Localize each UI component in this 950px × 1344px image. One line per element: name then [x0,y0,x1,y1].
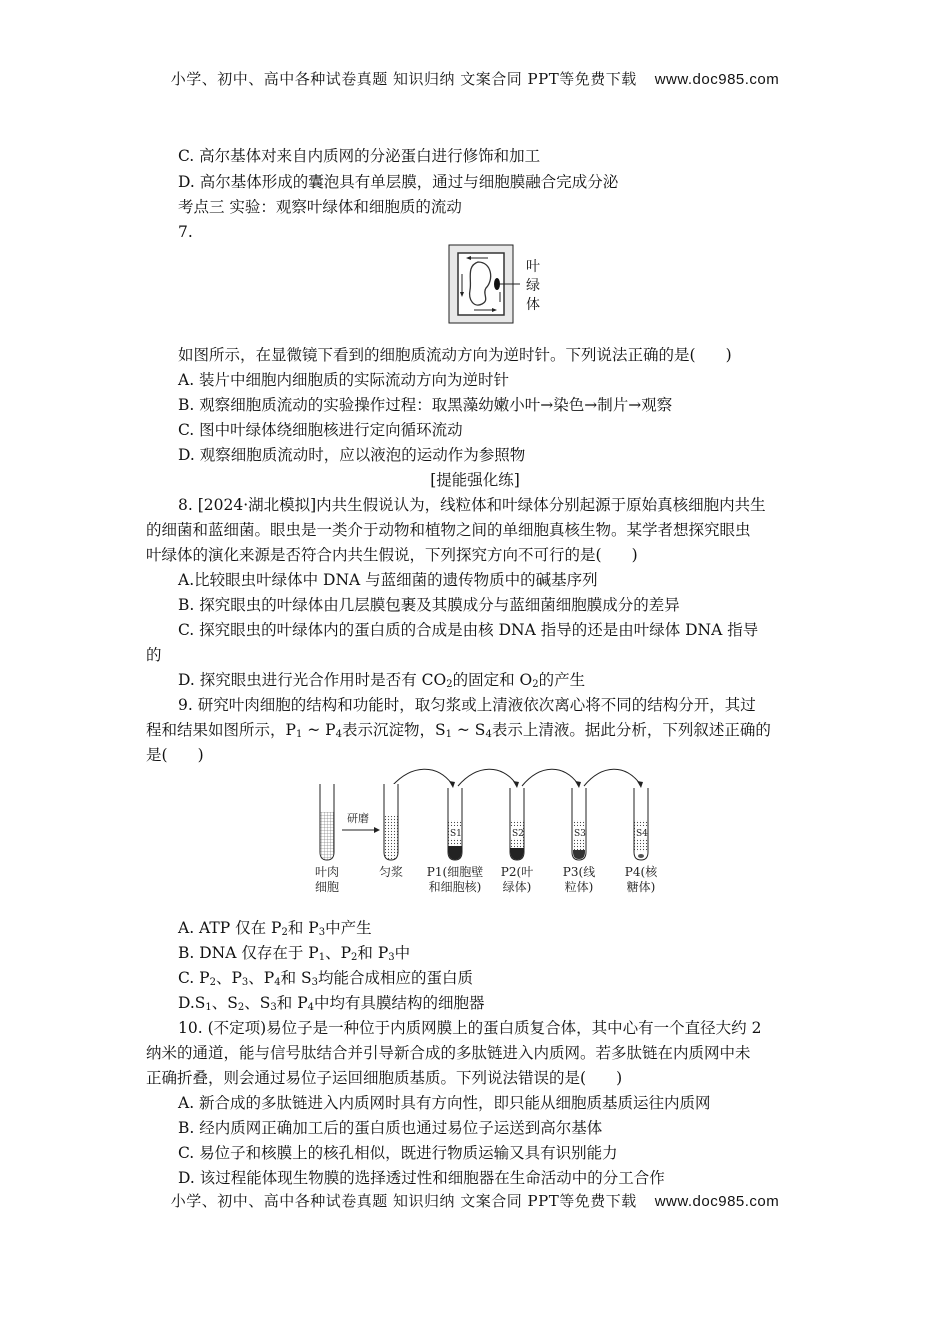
q8-line-3-text: 叶绿体的演化来源是否符合内共生假说，下列探究方向不可行的是( [146,546,602,564]
s-label: S2 [512,829,524,839]
q7-stem-text: 如图所示，在显微镜下看到的细胞质流动方向为逆时针。下列说法正确的是( [178,346,696,364]
q8-option-c: C. 探究眼虫的叶绿体内的蛋白质的合成是由核 DNA 指导的还是由叶绿体 DNA 指导 [178,621,759,639]
tube-homogenate [384,784,398,860]
q9-option-c [178,968,473,993]
q9-l3-text: 是( [146,746,168,764]
q7-option-d: D. 观察细胞质流动时，应以液泡的运动作为参照物 [178,446,526,464]
q9-c-5: 均能合成相应的蛋白质 [318,969,474,987]
q10-option-a: A. 新合成的多肽链进入内质网时具有方向性，即只能从细胞质基质运往内质网 [178,1094,711,1112]
q9-d-3: 、S [244,994,271,1012]
practice-title: [提能强化练] [430,471,520,489]
q9-a-2: 和 P [287,919,319,937]
header-text: 小学、初中、高中各种试卷真题 知识归纳 文案合同 PPT等免费下载 [170,70,637,88]
sub-2: 2 [532,679,539,690]
q8-line-3-end: ) [631,546,638,564]
s-label: S4 [636,829,648,839]
q7-number: 7. [178,223,193,241]
tube-label-5b: 粒体) [564,880,594,894]
q8-line-1: 8. [2024·湖北模拟]内共生假说认为，线粒体和叶绿体分别起源于原始真核细胞内共生 [178,496,766,514]
sub-3: 3 [311,977,319,988]
sub-1: 1 [318,952,326,963]
sub-3: 3 [270,1002,277,1013]
q7-cell-figure [448,244,520,326]
q10-option-d: D. 该过程能体现生物膜的选择透过性和细胞器在生命活动中的分工合作 [178,1169,665,1187]
q10-option-b: B. 经内质网正确加工后的蛋白质也通过易位子运送到高尔基体 [178,1119,603,1137]
sub-2: 2 [351,952,358,963]
footer-site: www.doc985.com [654,1193,780,1210]
q7-stem [178,345,732,365]
sub-3: 3 [241,977,249,988]
q10-line-3 [146,1068,622,1088]
q9-b-1: B. DNA 仅存在于 P [178,944,319,962]
q9-a-3: 中产生 [325,919,372,937]
tube-label-1b: 细胞 [314,880,340,894]
footer-text: 小学、初中、高中各种试卷真题 知识归纳 文案合同 PPT等免费下载 [170,1192,637,1210]
q9-d-2: 、S [211,994,238,1012]
grind-label: 研磨 [347,812,369,825]
section-heading: 考点三 实验：观察叶绿体和细胞质的流动 [178,198,462,216]
sub-4: 4 [307,1002,315,1013]
sub-2: 2 [446,679,453,690]
q9-option-d [178,993,485,1018]
tube-label-1a: 叶肉 [314,865,340,879]
q9-c-1: C. P [178,969,210,987]
q9-c-2: 、P [215,969,242,987]
tube-mesophyll [320,784,334,860]
q7-option-b: B. 观察细胞质流动的实验操作过程：取黑藻幼嫩小叶→染色→制片→观察 [178,396,673,414]
q7-label-char-1: 叶 [526,259,540,275]
q9-line-1: 9. 研究叶肉细胞的结构和功能时，取匀浆或上清液依次离心将不同的结构分开，其过 [178,696,756,714]
q10-option-c: C. 易位子和核膜上的核孔相似，既进行物质运输又具有识别能力 [178,1144,618,1162]
q9-l2-d: ~ S [451,721,486,739]
q10-l3-text: 正确折叠，则会通过易位子运回细胞质基质。下列说法错误的是( [146,1069,587,1087]
q10-l3-end: ) [616,1069,623,1087]
q7-label-char-2: 绿 [526,278,540,294]
tube-label-6a: P4(核 [624,865,658,879]
q10-line-1: 10. (不定项)易位子是一种位于内质网膜上的蛋白质复合体，其中心有一个直径大约 2 [178,1019,762,1037]
tube-label-4a: P2(叶 [500,865,534,879]
q8-d-pre: D. 探究眼虫进行光合作用时是否有 CO [178,671,447,689]
sub-4: 4 [274,977,281,988]
q9-l2-e: 表示上清液。据此分析，下列叙述正确的 [491,721,771,739]
q9-option-a [178,918,372,943]
sub-2: 2 [237,1002,245,1013]
q9-b-4: 中 [394,944,411,962]
q8-d-mid: 的固定和 O [452,671,533,689]
q10-line-2: 纳米的通道，能与信号肽结合并引导新合成的多肽链进入内质网。若多肽链在内质网中未 [146,1044,751,1062]
sub-3: 3 [388,952,395,963]
tube-p3 [572,788,586,860]
q7-option-c: C. 图中叶绿体绕细胞核进行定向循环流动 [178,421,463,439]
q8-option-a: A.比较眼虫叶绿体中 DNA 与蓝细菌的遗传物质中的碱基序列 [178,571,598,589]
tube-p2 [510,788,524,860]
sub-1: 1 [205,1002,212,1013]
sub-4: 4 [335,729,342,740]
q9-c-4: 和 S [280,969,312,987]
tube-label-4b: 绿体) [502,880,532,894]
tube-label-2a: 匀浆 [378,865,404,879]
q9-l2-c: 表示沉淀物，S [341,721,446,739]
q9-a-1: A. ATP 仅在 P [178,919,282,937]
q9-line-2 [146,720,771,745]
q6-option-d: D. 高尔基体形成的囊泡具有单层膜，通过与细胞膜融合完成分泌 [178,173,619,191]
q8-line-3 [146,545,638,565]
tube-label-3b: 和细胞核) [428,880,482,894]
sub-1: 1 [445,729,452,740]
header-site: www.doc985.com [654,71,780,88]
sub-4: 4 [485,729,492,740]
q9-centrifuge-figure [312,764,692,896]
q7-figure-label [526,258,542,315]
page-footer [0,1190,950,1211]
q9-b-2: 、P [325,944,352,962]
q7-option-a: A. 装片中细胞内细胞质的实际流动方向为逆时针 [178,371,510,389]
s-label: S3 [574,829,586,839]
page-header [0,68,950,89]
q8-d-post: 的产生 [538,671,586,689]
chloroplast-dot [494,278,500,290]
sub-2: 2 [281,927,288,938]
q9-b-3: 和 P [357,944,389,962]
q8-line-2: 的细菌和蓝细菌。眼虫是一类介于动物和植物之间的单细胞真核生物。某学者想探究眼虫 [146,521,751,539]
q9-c-3: 、P [248,969,275,987]
q7-label-char-3: 体 [526,297,540,313]
tube-label-3a: P1(细胞壁 [426,865,484,879]
tube-p1 [448,788,462,860]
grind-arrow-icon [374,827,380,833]
tube-p4 [634,788,648,860]
tube-label-6b: 糖体) [626,880,656,894]
q8-option-c-cont: 的 [146,646,162,664]
q8-option-b: B. 探究眼虫的叶绿体由几层膜包裹及其膜成分与蓝细菌细胞膜成分的差异 [178,596,680,614]
sub-1: 1 [295,729,303,740]
q9-d-5: 中均有具膜结构的细胞器 [314,994,485,1012]
sub-2: 2 [209,977,216,988]
q9-option-b [178,943,410,968]
q9-d-4: 和 P [276,994,308,1012]
curve-arrow-icon [575,781,581,788]
q6-option-c: C. 高尔基体对来自内质网的分泌蛋白进行修饰和加工 [178,147,541,165]
q9-line-3 [146,745,204,765]
q7-stem-end: ) [725,346,732,364]
q9-l2-a: 程和结果如图所示，P [146,721,296,739]
q9-l2-b: ~ P [302,721,336,739]
q9-d-1: D.S [178,994,206,1012]
sub-3: 3 [318,927,326,938]
curve-arrow-icon [637,781,643,788]
s-label: S1 [450,829,462,839]
curve-arrow-icon [513,781,519,788]
q8-option-d [178,670,585,695]
tube-label-5a: P3(线 [562,865,596,879]
curve-arrow-icon [449,781,455,788]
q9-l3-end: ) [197,746,204,764]
